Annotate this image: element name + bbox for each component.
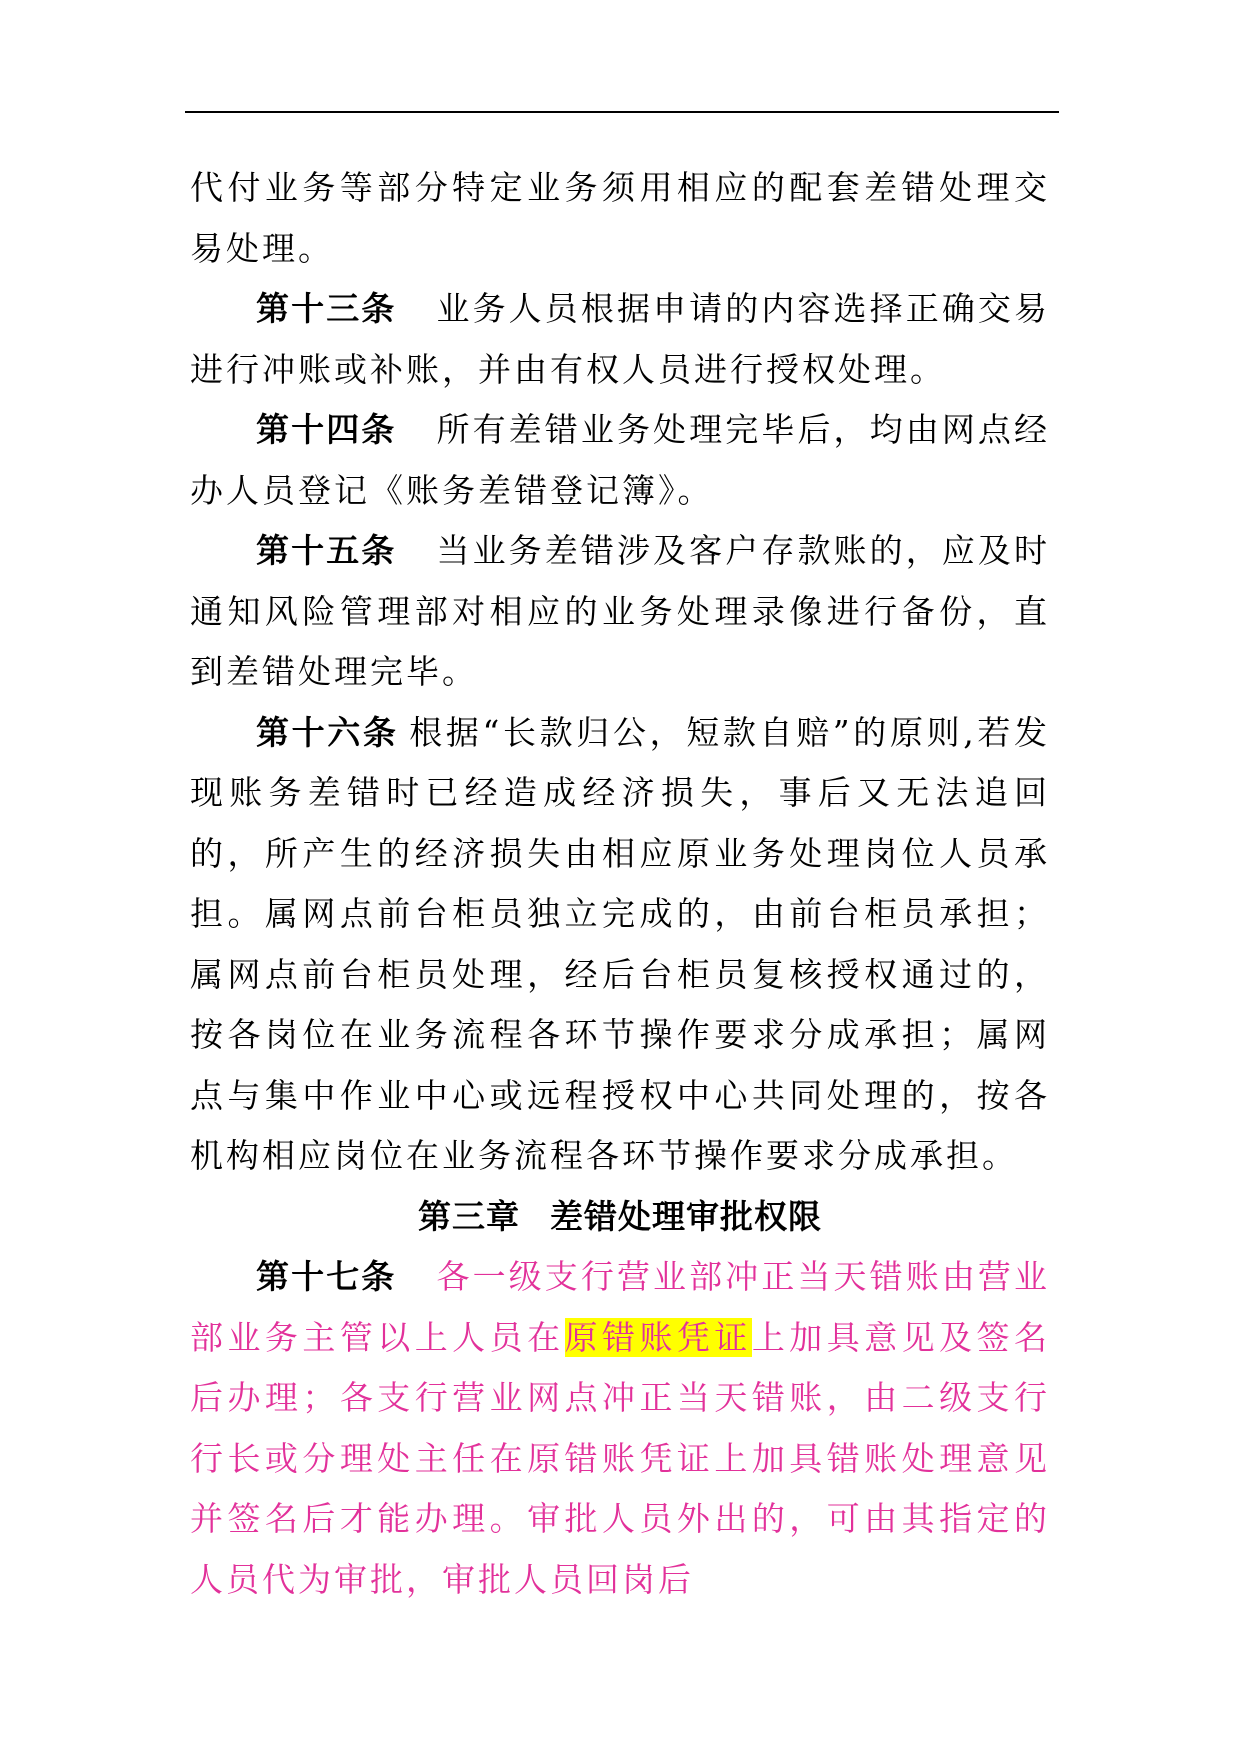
article-17 [190,1247,1050,1610]
header-rule [185,111,1059,113]
chapter-title: 差错处理审批权限 [550,1196,822,1236]
continuation-paragraph: 代付业务等部分特定业务须用相应的配套差错处理交易处理。 [190,168,1050,268]
article-number: 第十四条 [256,410,397,449]
article-16 [190,703,1050,1187]
article-text: 业务人员根据申请的内容选择正确交易进行冲账或补账，并由有权人员进行授权处理。 [190,289,1051,389]
article-text: 根据“长款归公，短款自赔”的原则,若发现账务差错时已经造成经济损失，事后又无法追回的，所产生的经济损失由相应原业务处理岗位人员承担。属网点前台柜员独立完成的，由前台柜员承担；属网点前台柜员处理，经后台柜员复核授权通过的，按各岗位在业务流程各环节操作要求分成承担；属网点与集中作业中心或远程授权中心共同处理的，按各机构相应岗位在业务流程各环节操作要求分成承担。 [190,712,1051,1175]
document-body [190,158,1050,1610]
article-number: 第十七条 [256,1257,397,1296]
highlighted-text: 原错账凭证 [564,1317,752,1357]
article-text-after: 上加具意见及签名后办理；各支行营业网点冲正当天错账，由二级支行行长或分理处主任在原错账凭证上加具错账处理意见并签名后才能办理。审批人员外出的，可由其指定的人员代为审批，审批人员回岗后 [190,1317,1051,1599]
chapter-number: 第三章 [418,1196,520,1236]
article-text: 当业务差错涉及客户存款账的，应及时通知风险管理部对相应的业务处理录像进行备份，直到差错处理完毕。 [190,531,1051,691]
article-14 [190,400,1050,521]
chapter-heading [190,1187,1050,1248]
article-text: 所有差错业务处理完毕后，均由网点经办人员登记《账务差错登记簿》。 [190,410,1051,510]
article-15 [190,521,1050,703]
article-13 [190,279,1050,400]
article-number: 第十五条 [256,531,397,570]
article-number: 第十三条 [256,289,397,328]
article-number: 第十六条 [256,712,399,752]
article-text-before: 各一级支行营业部冲正当天错账由营业部业务主管以上人员在 [190,1257,1051,1357]
